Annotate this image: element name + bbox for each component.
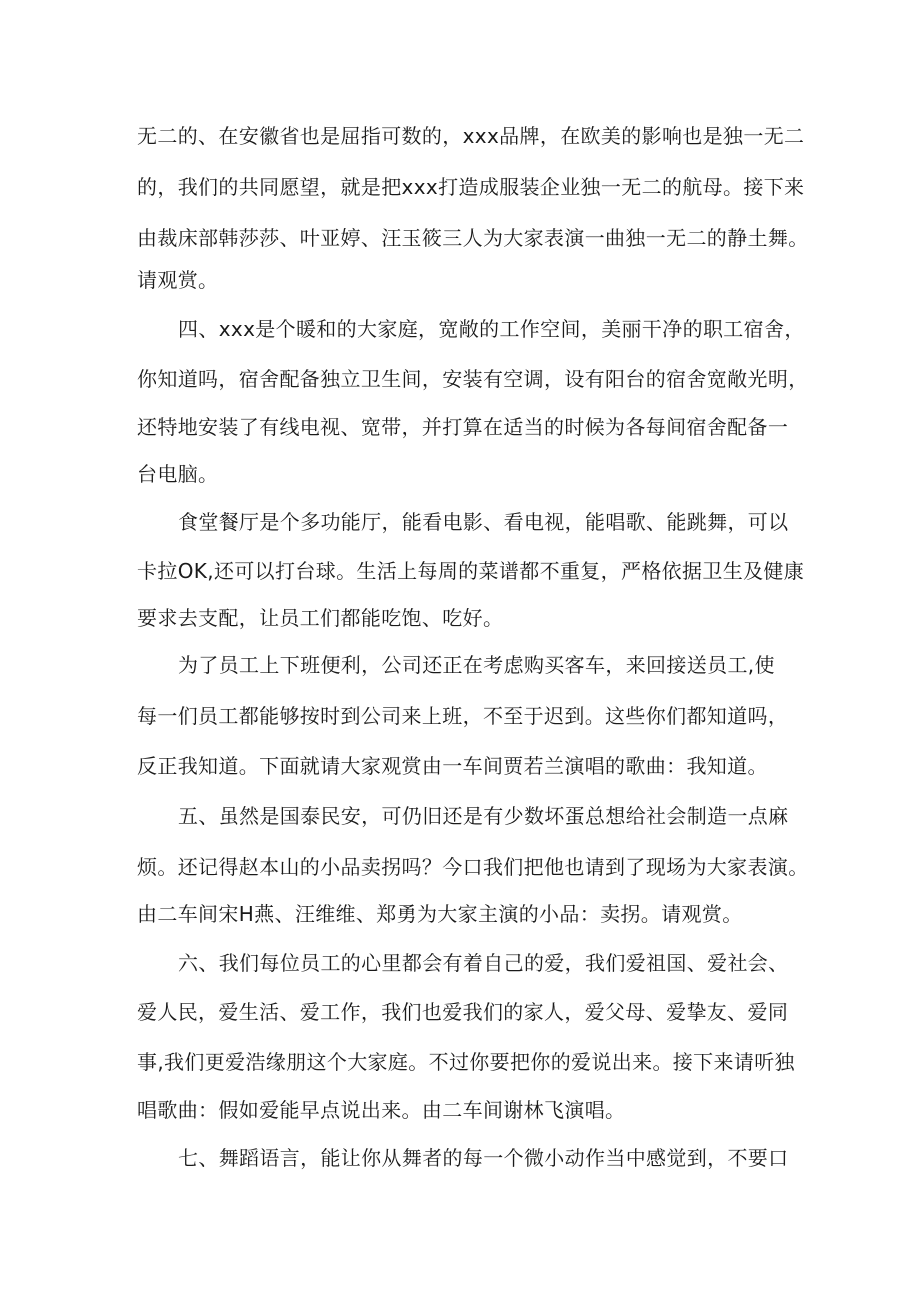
text-line: 你知道吗，宿舍配备独立卫生间，安装有空调，设有阳台的宿舍宽敞光明， (137, 367, 809, 391)
text-line: 爱人民，爱生活、爱工作，我们也爱我们的家人，爱父母、爱挚友、爱同 (137, 1000, 789, 1024)
text-line: 每一们员工都能够按时到公司来上班，不至于迟到。这些你们都知道吗， (137, 704, 789, 728)
text-line: 由二车间宋H燕、汪维维、郑勇为大家主演的小品：卖拐。请观赏。 (137, 902, 743, 926)
text-line: 的，我们的共同愿望，就是把xxx打造成服装企业独一无二的航母。接下来 (137, 175, 805, 199)
text-line: 事,我们更爱浩缘朋这个大家庭。不过你要把你的爱说出来。接下来请听独 (137, 1050, 795, 1074)
text-line: 反正我知道。下面就请大家观赏由一车间贾若兰演唱的歌曲：我知道。 (137, 754, 768, 778)
text-line: 由裁床部韩莎莎、叶亚婷、汪玉筱三人为大家表演一曲独一无二的静土舞。 (137, 226, 809, 250)
text-line: 七、舞蹈语言，能让你从舞者的每一个微小动作当中感觉到，不要口 (178, 1146, 789, 1170)
text-line: 要求去支配，让员工们都能吃饱、吃好。 (137, 606, 504, 630)
text-line: 食堂餐厅是个多功能厅，能看电影、看电视，能唱歌、能跳舞，可以 (178, 510, 789, 534)
text-line: 四、xxx是个暖和的大家庭，宽敞的工作空间，美丽干净的职工宿舍， (178, 317, 805, 341)
text-line: 为了员工上下班便利，公司还正在考虑购买客车，来回接送员工,使 (178, 653, 775, 677)
text-line: 五、虽然是国泰民安，可仍旧还是有少数坏蛋总想给社会制造一点麻 (178, 804, 789, 828)
text-line: 六、我们每位员工的心里都会有着自己的爱，我们爱祖国、爱社会、 (178, 951, 789, 975)
text-line: 请观赏。 (137, 268, 219, 292)
text-line: 卡拉OK,还可以打台球。生活上每周的菜谱都不重复，严格依据卫生及健康 (137, 559, 805, 583)
text-line: 台电脑。 (137, 462, 219, 486)
text-line: 无二的、在安徽省也是屈指可数的，xxx品牌，在欧美的影响也是独一无二 (137, 124, 805, 148)
text-line: 烦。还记得赵本山的小品卖拐吗？今口我们把他也请到了现场为大家表演。 (137, 855, 809, 879)
text-line: 唱歌曲：假如爱能早点说出来。由二车间谢林飞演唱。 (137, 1098, 626, 1122)
text-line: 还特地安装了有线电视、宽带，并打算在适当的时候为各每间宿舍配备一 (137, 415, 789, 439)
